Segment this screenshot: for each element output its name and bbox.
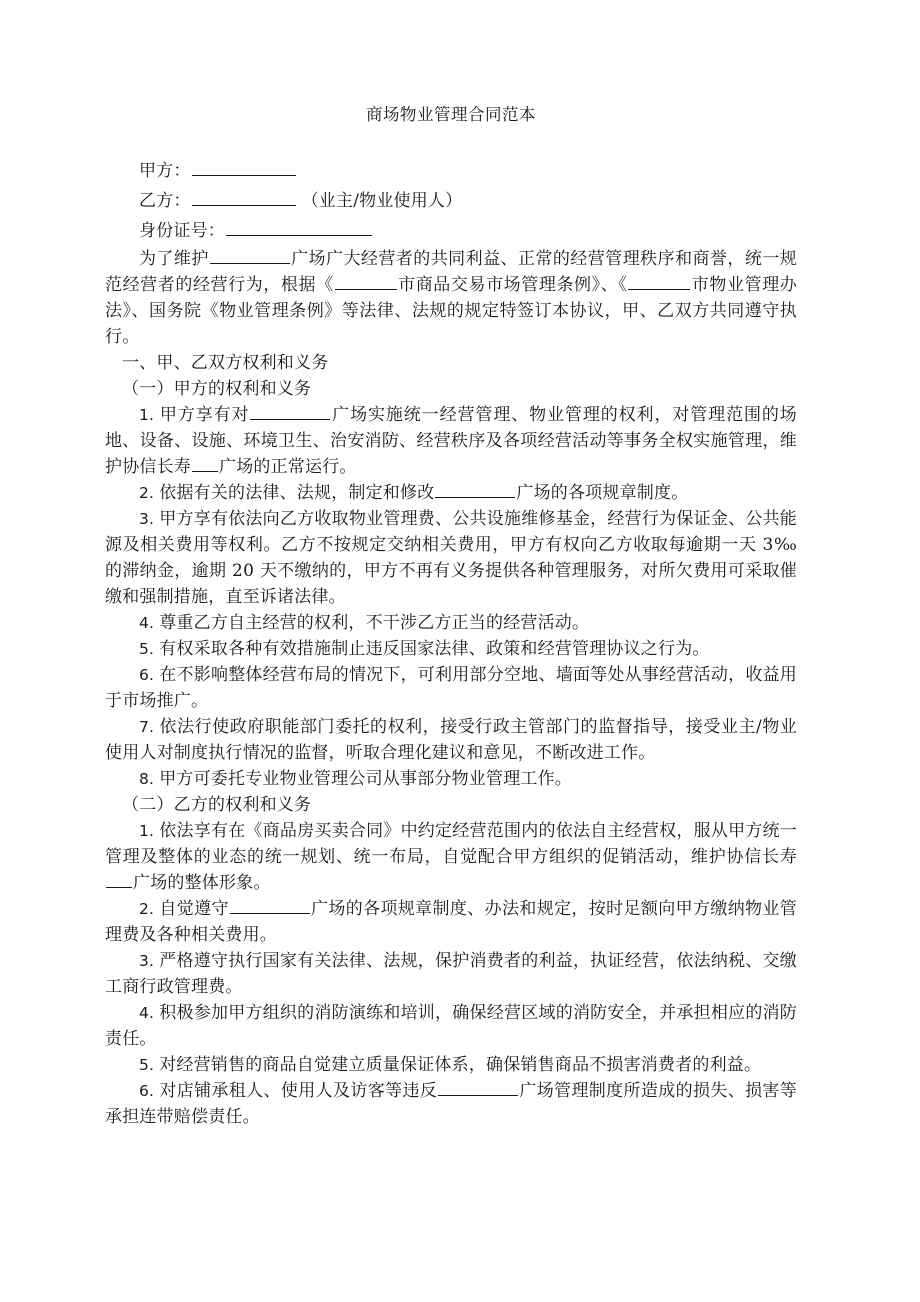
clause-b-4-text: 积极参加甲方组织的消防演练和培训，确保经营区域的消防安全，并承担相应的消防责任。 [105,1003,797,1049]
clause-a-5-number: 5. [139,640,155,658]
clause-b-5 [105,1052,797,1078]
clause-a-7-text: 依法行使政府职能部门委托的权利，接受行政主管部门的监督指导，接受业主/物业使用人对制度执行情况的监督，听取合理化建议和意见，不断改进工作。 [105,717,797,763]
preamble-paragraph [105,246,797,350]
clause-b-1-number: 1. [139,822,155,840]
clause-a-1 [105,402,797,480]
clause-a-4-text: 尊重乙方自主经营的权利，不干涉乙方正当的经营活动。 [159,613,590,633]
party-line-yifang [105,186,797,216]
clause-a-6-text: 在不影响整体经营布局的情况下，可利用部分空地、墙面等处从事经营活动，收益用于市场推广。 [105,665,797,711]
clause-b-1-text-a: 依法享有在《商品房买卖合同》中约定经营范围内的依法自主经营权，服从甲方统一管理及整体的业态的统一规划、统一布局，自觉配合甲方组织的促销活动，维护协信长寿 [105,821,797,867]
clause-b-1-text-b: 广场的整体形象。 [133,873,271,893]
clause-b-6-text-a: 对店铺承租人、使用人及访客等违反 [159,1081,438,1101]
clause-b-6-number: 6. [139,1082,155,1100]
preamble-text-c: 市商品交易市场管理条例》、《 [397,275,628,295]
id-number-blank-field[interactable] [226,219,372,236]
party-line-id-number [105,216,797,246]
clause-b-3 [105,948,797,1000]
section-heading-one: 一、甲、乙双方权利和义务 [122,353,329,373]
preamble-text-b: 广场广大经营者的共同利益、正常的经营管理秩序和商誉，统一规范经营者的经营行为，根据《 [105,249,797,295]
party-label-id-number: 身份证号： [139,221,225,241]
clause-a-1-text-c: 广场的正常运行。 [219,457,357,477]
clause-b-4-number: 4. [139,1004,155,1022]
page-title: 商场物业管理合同范本 [366,105,536,124]
preamble-text-a: 为了维护 [139,249,209,269]
clause-a-2-blank-plaza[interactable] [435,481,515,498]
preamble-blank-city-1[interactable] [335,273,397,290]
clause-a-1-blank-plaza-2[interactable] [192,455,218,472]
party-line-jiafang [105,156,797,186]
clause-b-6-text-b: 广场管理制度所造成的损失、损害等承担连带赔偿责任。 [105,1081,798,1127]
clause-a-8-number: 8. [139,770,155,788]
party-suffix-yifang: （业主/物业使用人） [301,191,463,211]
clause-b-6-blank-plaza[interactable] [438,1079,518,1096]
clause-a-6-number: 6. [139,666,155,684]
clause-a-5-text: 有权采取各种有效措施制止违反国家法律、政策和经营管理协议之行为。 [159,639,710,659]
preamble-text-d: 市物业管理办法》、国务院《物业管理条例》等法律、法规的规定特签订本协议，甲、乙双方共同遵守执行。 [105,275,797,347]
clause-a-7-number: 7. [139,718,155,736]
clause-a-2 [105,480,797,506]
clause-b-2-blank-plaza[interactable] [230,897,310,914]
clause-b-5-text: 对经营销售的商品自觉建立质量保证体系，确保销售商品不损害消费者的利益。 [159,1055,762,1075]
yifang-blank-field[interactable] [192,189,296,206]
clause-a-1-number: 1. [139,406,155,424]
clause-a-1-text-b: 广场实施统一经营管理、物业管理的权利，对管理范围的场地、设备、设施、环境卫生、治安消防、经营秩序及各项经营活动等事务全权实施管理，维护协信长寿 [105,405,798,477]
clause-b-1 [105,818,797,896]
clause-a-3-number: 3. [139,510,155,528]
jiafang-blank-field[interactable] [192,159,296,176]
party-label-jiafang: 甲方： [139,161,191,181]
clause-a-7 [105,714,797,766]
clause-a-2-text-b: 广场的各项规章制度。 [516,483,689,503]
clause-b-3-number: 3. [139,952,155,970]
clause-a-2-number: 2. [139,484,155,502]
clause-b-2-text-a: 自觉遵守 [159,899,229,919]
clause-a-3-text: 甲方享有依法向乙方收取物业管理费、公共设施维修基金，经营行为保证金、公共能源及相关费用等权利。乙方不按规定交纳相关费用，甲方有权向乙方收取每逾期一天 3‰ 的滞纳金，逾期 20 天不缴纳的，甲方不再有义务提供各种管理服务，对所欠费用可采取催缴和强制措施，直至诉诸法律。 [105,509,797,607]
clause-b-2-text-b: 广场的各项规章制度、办法和规定，按时足额向甲方缴纳物业管理费及各种相关费用。 [105,899,797,945]
clause-a-3 [105,506,797,610]
clause-b-6 [105,1078,797,1130]
preamble-blank-plaza[interactable] [210,247,290,264]
clause-b-3-text: 严格遵守执行国家有关法律、法规，保护消费者的利益，执证经营，依法纳税、交缴工商行政管理费。 [105,951,797,997]
subsection-heading-a: （一）甲方的权利和义务 [122,379,312,399]
clause-b-5-number: 5. [139,1056,155,1074]
clause-b-2-number: 2. [139,900,155,918]
clause-a-4 [105,610,797,636]
clause-b-1-blank-plaza[interactable] [106,871,132,888]
clause-b-2 [105,896,797,948]
preamble-blank-city-2[interactable] [628,273,690,290]
subsection-heading-b: （二）乙方的权利和义务 [122,795,312,815]
clause-a-1-text-a: 甲方享有对 [159,405,250,425]
clause-a-4-number: 4. [139,614,155,632]
clause-a-5 [105,636,797,662]
document-body [105,100,797,1130]
clause-a-8-text: 甲方可委托专业物业管理公司从事部分物业管理工作。 [159,769,573,789]
clause-a-6 [105,662,797,714]
clause-a-2-text-a: 依据有关的法律、法规，制定和修改 [159,483,435,503]
party-label-yifang: 乙方： [139,191,191,211]
clause-a-8 [105,766,797,792]
clause-b-4 [105,1000,797,1052]
clause-a-1-blank-plaza[interactable] [250,403,330,420]
